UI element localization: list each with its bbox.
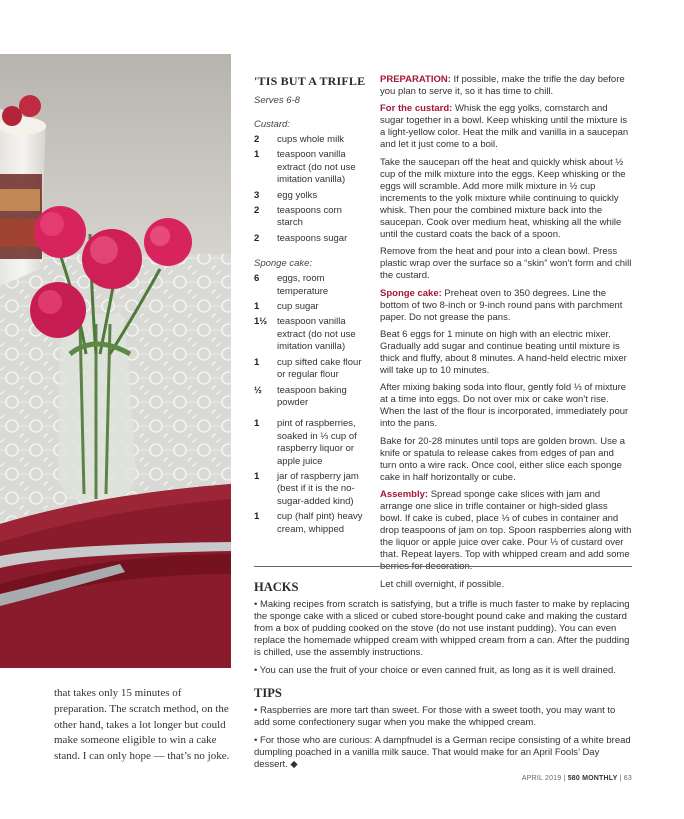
- footer-page-number: | 63: [619, 775, 632, 782]
- instructions-column: [380, 74, 632, 596]
- footer-magazine: 580 MONTHLY: [567, 775, 618, 782]
- ingredient-row: [254, 134, 370, 146]
- page-footer: [522, 775, 632, 782]
- instruction-lead: Assembly:: [380, 488, 429, 500]
- ingredient-desc: teaspoon baking powder: [277, 384, 347, 408]
- ingredient-desc: cups whole milk: [277, 134, 345, 145]
- instruction-paragraph: [380, 157, 632, 242]
- ingredient-row: [254, 301, 370, 313]
- ingredients-column: [254, 74, 370, 539]
- ingredient-qty: 2: [254, 134, 260, 145]
- sponge-cake-label: Sponge cake:: [254, 258, 313, 270]
- custard-ingredients: [254, 134, 370, 245]
- ingredient-desc: eggs, room temperature: [277, 273, 329, 297]
- ingredient-qty: 6: [254, 273, 260, 285]
- tips-heading: TIPS: [254, 686, 282, 700]
- instruction-paragraph: [380, 489, 632, 574]
- instruction-text: Remove from the heat and pour into a clean bowl. Press plastic wrap over the surface so a “skin” won’t form and chill the custard.: [380, 246, 632, 282]
- custard-label: Custard:: [254, 119, 290, 130]
- footer-date: APRIL 2019 |: [521, 775, 566, 782]
- ingredient-qty: 2: [254, 232, 260, 244]
- instruction-paragraph: [380, 103, 632, 151]
- ingredient-row: [254, 273, 370, 298]
- instruction-lead: For the custard:: [380, 103, 453, 115]
- instruction-text: After mixing baking soda into flour, gently fold ⅓ of mixture at a time into eggs. Do not over mix or cake won’t rise. When the last of the flour is incorporated, immediately pour into the pans.: [380, 382, 629, 430]
- instruction-text: Take the saucepan off the heat and quickly whisk about ½ cup of the milk mixture into the eggs. Keep whisking or the eggs will scramble. Add more milk mixture in ½ cup increments to the yolk mixture while continuing to quickly whisk. Then pour the combined mixture back into the saucepan. Cook over medium heat, whisking all the while until the custard coats the back of a spoon.: [380, 156, 626, 241]
- ingredient-row: [254, 205, 370, 230]
- tip-bullet: • For those who are curious: A dampfnudel is a German recipe consisting of a white bread dumpling poached in a vanilla milk sauce. That would make for an April Fools’ Day dessert. ◆: [254, 735, 631, 771]
- ingredient-row: [254, 149, 370, 186]
- ingredient-desc: teaspoon vanilla extract (do not use imitation vanilla): [277, 149, 356, 186]
- ingredient-qty: 1: [254, 418, 260, 430]
- ingredient-qty: 1: [254, 149, 260, 161]
- recipe-title: 'TIS BUT A TRIFLE: [254, 74, 366, 88]
- extra-ingredients: [254, 418, 370, 536]
- ingredient-row: [254, 385, 370, 410]
- article-text: that takes only 15 minutes of preparation. The scratch method, on the other hand, takes a lot longer but could make someone eligible to win a cake stand. I can only hope — that’s no joke.: [54, 687, 230, 763]
- ingredient-qty: 2: [254, 205, 260, 217]
- instruction-paragraph: [380, 436, 632, 484]
- hacks-section: [254, 580, 632, 684]
- instruction-text: If possible, make the trifle the day before you plan to serve it, so it has time to chill.: [380, 74, 625, 98]
- ingredient-desc: jar of raspberry jam (best if it is the no-sugar-added kind): [277, 470, 359, 507]
- instruction-paragraph: [380, 246, 632, 282]
- instruction-text: Beat 6 eggs for 1 minute on high with an electric mixer. Gradually add sugar and continue beating until mixture is thick and fluffy, about 8 minutes. A hand-held electric mixer will take up to 10 minutes.: [380, 328, 627, 377]
- instruction-paragraph: [380, 329, 632, 377]
- serves-text: Serves 6-8: [254, 95, 300, 106]
- instruction-paragraph: [380, 382, 632, 430]
- ingredient-desc: teaspoons sugar: [277, 232, 348, 244]
- instruction-paragraph: [380, 288, 632, 324]
- instruction-text: Preheat oven to 350 degrees. Line the bottom of two 8-inch or 9-inch round pans with parchment paper. Do not grease the pans.: [380, 287, 623, 323]
- ingredient-row: [254, 190, 370, 202]
- instruction-paragraph: [380, 74, 632, 98]
- ingredient-row: [254, 357, 370, 382]
- tips-section: [254, 686, 632, 777]
- ingredient-qty: ½: [254, 384, 262, 396]
- ingredient-desc: teaspoon vanilla extract (do not use imitation vanilla): [277, 316, 356, 353]
- ingredient-row: [254, 316, 370, 353]
- instruction-text: Let chill overnight, if possible.: [380, 578, 505, 590]
- ingredient-qty: 1: [254, 511, 260, 523]
- hacks-heading: HACKS: [254, 580, 299, 594]
- trifle-photo: [0, 54, 231, 668]
- hack-bullet: • You can use the fruit of your choice or even canned fruit, as long as it is well drained.: [254, 665, 616, 677]
- ingredient-qty: 1: [254, 470, 260, 482]
- ingredient-desc: teaspoons corn starch: [277, 205, 342, 229]
- ingredient-desc: cup sifted cake flour or regular flour: [277, 356, 362, 381]
- hack-bullet: • Making recipes from scratch is satisfying, but a trifle is much faster to make by replacing the sponge cake with a sliced or cubed store-bought pound cake and making the custard from a box of pudding cooked on the stove (do not use instant pudding). You can even replace the homemade whipped cream with whipped cream from a can. After the pudding is chilled, use the assembly instructions.: [254, 599, 630, 659]
- ingredient-desc: cup (half pint) heavy cream, whipped: [277, 511, 363, 535]
- cake-ingredients: [254, 273, 370, 409]
- ingredient-qty: 3: [254, 189, 260, 201]
- ingredient-qty: 1½: [254, 316, 268, 328]
- instruction-text: Whisk the egg yolks, cornstarch and sugar together in a bowl. Keep whisking until the mixture is a light-yellow color. Heat the milk and vanilla in a saucepan and let it just come to a boil.: [380, 103, 629, 151]
- instruction-lead: Sponge cake:: [380, 287, 442, 299]
- ingredient-desc: cup sugar: [277, 301, 319, 313]
- instruction-text: Bake for 20-28 minutes until tops are golden brown. Use a knife or spatula to release cakes from edges of pan and turn onto a wire rack. Once cool, either slice each sponge cake in half horizontally or cube.: [380, 435, 626, 483]
- ingredient-row: [254, 418, 370, 468]
- ingredient-qty: 1: [254, 356, 260, 368]
- ingredient-row: [254, 511, 370, 536]
- photo-illustration: [0, 54, 231, 668]
- instruction-text: Spread sponge cake slices with jam and arrange one slice in trifle container or high-sided glass bowl. If cake is cubed, place ⅓ of cubes in container and drop teaspoons of jam on top. Spoon raspberries along with the liquor or apple juice over cake. Pour ⅓ of custard over that. Repeat layers. Top with whipped cream and add some: [380, 488, 632, 561]
- section-divider: [254, 566, 632, 567]
- ingredient-desc: egg yolks: [277, 189, 318, 201]
- tip-bullet: • Raspberries are more tart than sweet. For those with a sweet tooth, you may want to add some confectionery sugar when you make the whipped cream.: [254, 705, 616, 729]
- instruction-lead: PREPARATION:: [380, 74, 451, 85]
- ingredient-row: [254, 471, 370, 508]
- ingredient-qty: 1: [254, 301, 260, 313]
- ingredient-row: [254, 233, 370, 245]
- ingredient-desc: pint of raspberries, soaked in ⅓ cup of raspberry liquor or apple juice: [277, 418, 357, 467]
